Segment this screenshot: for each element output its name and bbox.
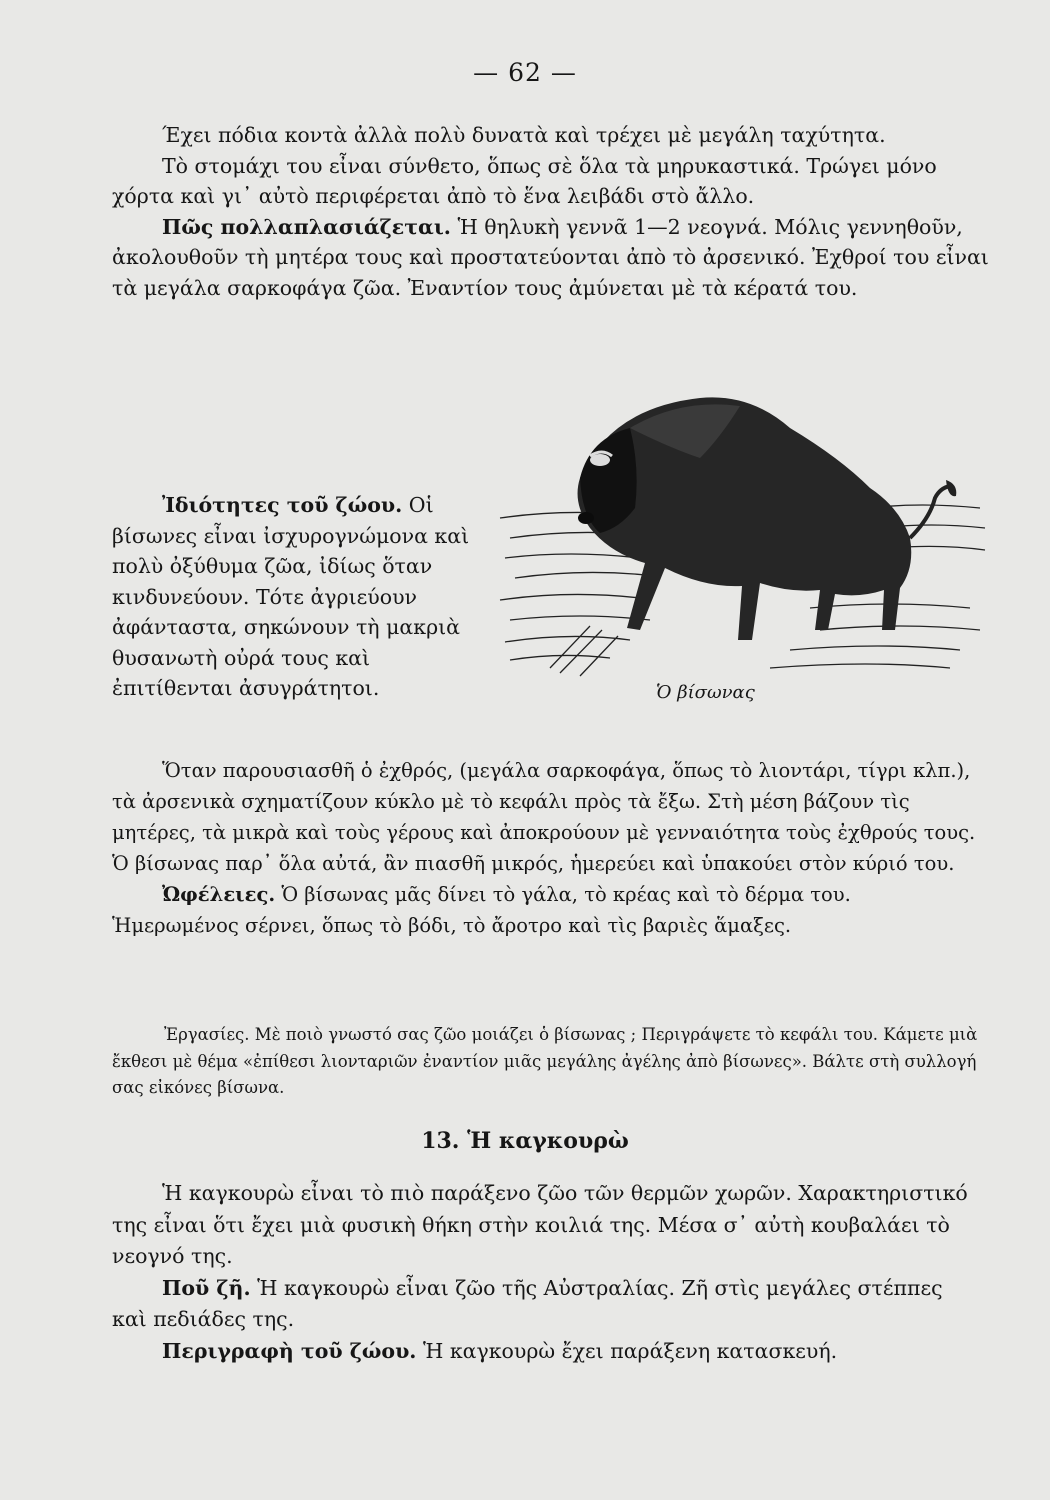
paragraph-reproduction [112, 212, 1002, 304]
paragraph-benefits [112, 879, 982, 941]
paragraph-description [112, 1336, 980, 1368]
figure-caption: Ὁ βίσωνας [656, 682, 755, 703]
paragraph-stomach: Τὸ στομάχι του εἶναι σύνθετο, ὅπως σὲ ὅλα τὰ μηρυκαστικά. Τρώγει μόνο χόρτα καὶ γι᾽ αὐτὸ περιφέρεται ἀπὸ τὸ ἕνα λειβάδι στὸ ἄλλο. [112, 153, 937, 208]
paragraph-legs: Έχει πόδια κοντὰ ἀλλὰ πολὺ δυνατὰ καὶ τρέχει μὲ μεγάλη ταχύτητα. [162, 123, 886, 147]
paragraph-defense: Ὅταν παρουσιασθῆ ὁ ἐχθρός, (μεγάλα σαρκοφάγα, ὅπως τὸ λιοντάρι, τίγρι κλπ.), τὰ ἀρσενικὰ σχηματίζουν κύκλο μὲ τὸ κεφάλι πρὸς τὰ ἔξω. Στὴ μέση βάζουν τὶς μητέρες, τὰ μικρὰ καὶ τοὺς γέρους καὶ ἀποκρούουν μὲ γενναιότητα τοὺς ἐχθρούς τους. Ὁ βίσωνας παρ᾽ ὅλα αὐτά, ἂν πιασθῆ μικρός, ἡμερεύει καὶ ὑπακούει στὸν κύριό του. [112, 759, 976, 875]
text-exercises: Μὲ ποιὸ γνωστό σας ζῶο μοιάζει ὁ βίσωνας ; Περιγράψετε τὸ κεφάλι του. Κάμετε μιὰ ἔκθεσι μὲ θέμα «ἐπίθεσι λιονταριῶν ἐναντίον μιᾶς μεγάλης ἀγέλης ἀπὸ βίσωνες». Βάλτε στὴ συλλογή σας εἰκόνες βίσωνα. [112, 1025, 978, 1097]
paragraph-habitat [112, 1273, 980, 1336]
intro-text [112, 120, 1002, 303]
text-reproduction: Ἡ θηλυκὴ γεννᾶ 1—2 νεογνά. Μόλις γεννηθοῦν, ἀκολουθοῦν τὴ μητέρα τους καὶ προστατεύονται ἀπὸ τὸ ἀρσενικό. Ἐχθροί του εἶναι τὰ μεγάλα σαρκοφάγα ζῶα. Ἐναντίον τους ἀμύνεται μὲ τὰ κέρατά του. [112, 214, 989, 300]
heading-reproduction: Πῶς πολλαπλασιάζεται. [162, 214, 451, 239]
bison-illustration [490, 368, 990, 708]
heading-exercises: Ἐργασίες. [164, 1025, 250, 1044]
text-properties: Οἱ βίσωνες εἶναι ἰσχυρογνώμονα καὶ πολὺ ὀξύθυμα ζῶα, ἰδίως ὅταν κινδυνεύουν. Τότε ἀγριεύουν ἀφάνταστα, σηκώνουν τὴ μακριὰ θυσανωτὴ οὐρά τους καὶ ἐπιτίθενται ἀσυγράτητοι. [112, 493, 470, 700]
defense-text [112, 755, 982, 941]
paragraph-properties [112, 490, 484, 704]
text-description: Ἡ καγκουρὼ ἔχει παράξενη κατασκευή. [422, 1338, 838, 1363]
exercises-block [112, 1022, 980, 1102]
heading-benefits: Ὠφέλειες. [162, 883, 276, 906]
paragraph-exercises [112, 1022, 980, 1102]
text-habitat: Ἡ καγκουρὼ εἶναι ζῶο τῆς Αὐστραλίας. Ζῆ στὶς μεγάλες στέππες καὶ πεδιάδες της. [112, 1275, 943, 1331]
paragraph-kangaroo-intro: Ἡ καγκουρὼ εἶναι τὸ πιὸ παράξενο ζῶο τῶν θερμῶν χωρῶν. Χαρακτηριστικό της εἶναι ὅτι ἔχει μιὰ φυσικὴ θήκη στὴν κοιλιά της. Μέσα σ᾽ αὐτὴ κουβαλάει τὸ νεογνό της. [112, 1181, 968, 1268]
page-number: — 62 — [473, 58, 577, 87]
heading-habitat: Ποῦ ζῆ. [162, 1275, 251, 1300]
heading-description: Περιγραφὴ τοῦ ζώου. [162, 1338, 417, 1363]
kangaroo-text [112, 1178, 980, 1367]
heading-properties: Ἰδιότητες τοῦ ζώου. [162, 493, 403, 517]
properties-column [112, 490, 484, 704]
section-title: 13. Ἡ καγκουρὼ [421, 1128, 629, 1154]
text-benefits: Ὁ βίσωνας μᾶς δίνει τὸ γάλα, τὸ κρέας καὶ τὸ δέρμα του. Ἡμερωμένος σέρνει, ὅπως τὸ βόδι, τὸ ἄροτρο καὶ τὶς βαριὲς ἅμαξες. [112, 883, 851, 937]
